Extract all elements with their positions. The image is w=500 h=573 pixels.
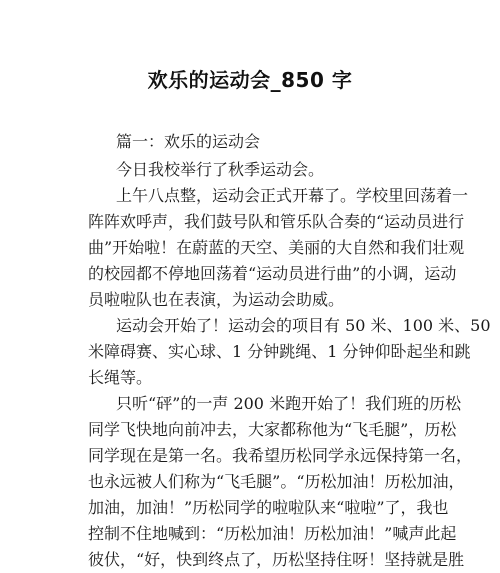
text-line: 员啦啦队也在表演，为运动会助威。 bbox=[88, 290, 345, 309]
text-line: 的校园都不停地回荡着“运动员进行曲”的小调，运动 bbox=[88, 264, 457, 283]
text-line: 运动会开始了！运动会的项目有 50 米、100 米、50 bbox=[116, 316, 491, 335]
text-line: 篇一：欢乐的运动会 bbox=[116, 132, 261, 151]
text-line: 只听“砰”的一声 200 米跑开始了！我们班的历松 bbox=[116, 394, 462, 413]
text-line: 今日我校举行了秋季运动会。 bbox=[116, 160, 325, 179]
text-line: 加油，加油！”历松同学的啦啦队来“啦啦”了，我也 bbox=[88, 498, 449, 517]
text-line: 阵阵欢呼声，我们鼓号队和管乐队合奏的“运动员进行 bbox=[88, 212, 465, 231]
document-title: 欢乐的运动会_850 字 bbox=[147, 68, 353, 92]
text-line: 上午八点整，运动会正式开幕了。学校里回荡着一 bbox=[116, 186, 469, 205]
document-body bbox=[88, 128, 491, 573]
text-line: 控制不住地喊到：“历松加油！历松加油！”喊声此起 bbox=[88, 524, 457, 543]
text-line: 也永远被人们称为“飞毛腿”。“历松加油！历松加油， bbox=[88, 472, 465, 491]
text-line: 同学飞快地向前冲去，大家都称他为“飞毛腿”，历松 bbox=[88, 420, 457, 439]
text-line: 彼伏，“好，快到终点了，历松坚持住呀！坚持就是胜 bbox=[88, 550, 465, 569]
text-line: 米障碍赛、实心球、1 分钟跳绳、1 分钟仰卧起坐和跳 bbox=[88, 342, 471, 361]
text-line: 同学现在是第一名。我希望历松同学永远保持第一名， bbox=[88, 446, 473, 465]
text-line: 长绳等。 bbox=[88, 368, 153, 387]
text-line: 曲”开始啦！在蔚蓝的天空、美丽的大自然和我们壮观 bbox=[88, 238, 465, 257]
